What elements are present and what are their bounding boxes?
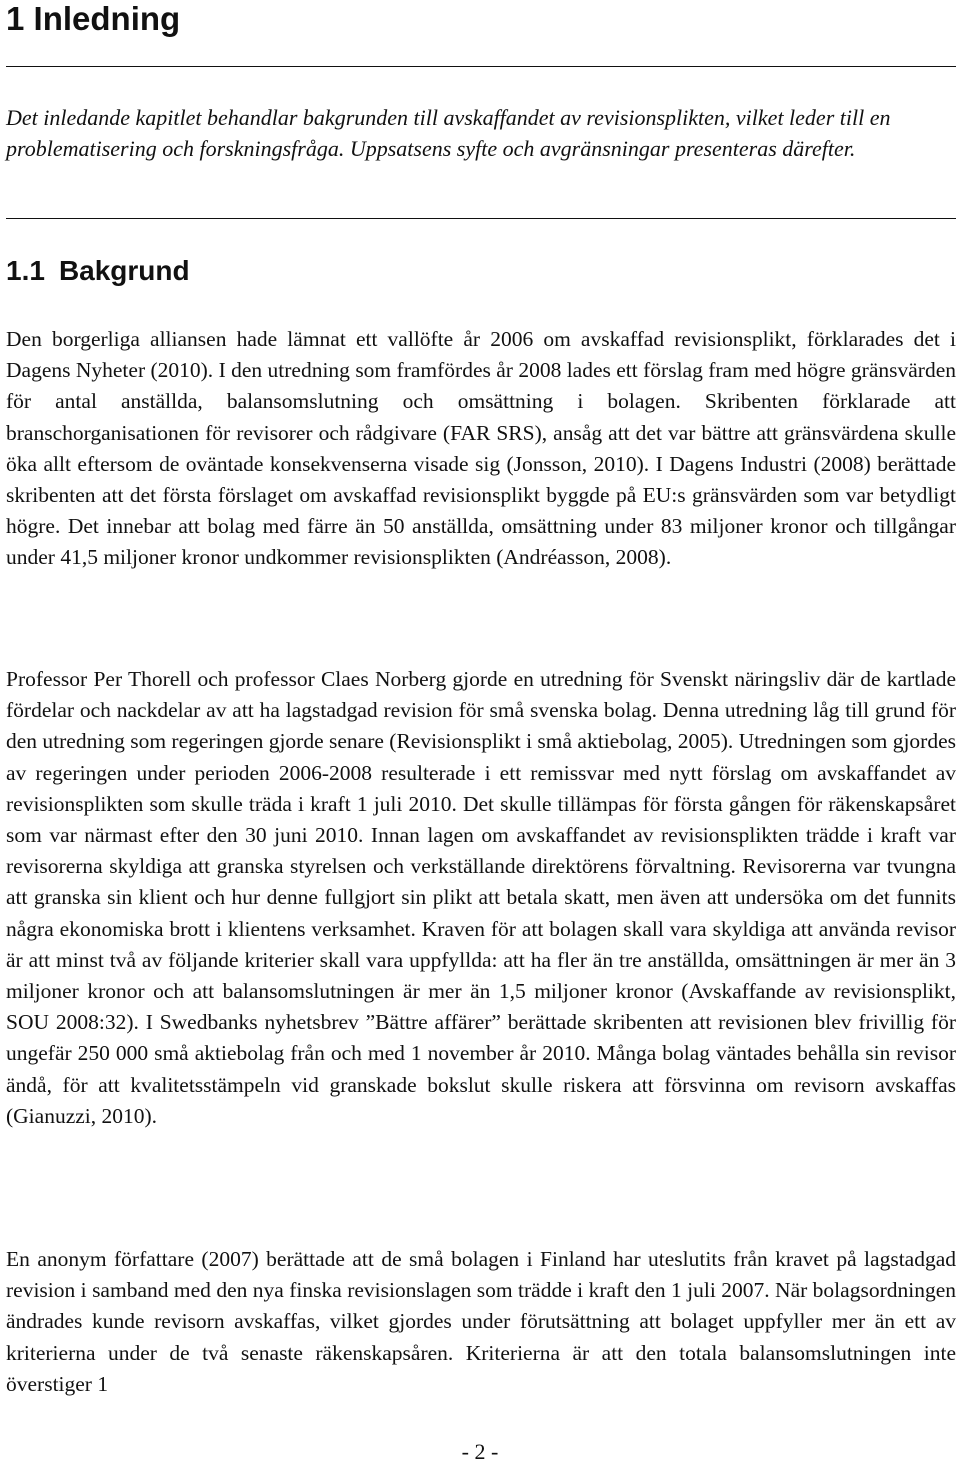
chapter-intro: Det inledande kapitlet behandlar bakgrunden till avskaffandet av revisionsplikten, vilket leder till en problematisering och forskningsfråga. Uppsatsens syfte och avgränsningar presenteras därefter. [6, 105, 891, 161]
body-paragraph-3: En anonym författare (2007) berättade att de små bolagen i Finland har uteslutits från kravet på lagstadgad revision i samband med den nya finska revisionslagen som trädde i kraft den 1 juli 2007. När bolagsordningen ändrades kunde revisorn avskaffas, vilket gjordes under förutsättning att bolaget uppfyller mer än ett av kriterierna under de två senaste räkenskapsåren. Kriterierna är att den totala balansomslutningen inte överstiger 1 [6, 1247, 956, 1396]
top-divider [6, 66, 956, 67]
body-paragraph-1: Den borgerliga alliansen hade lämnat ett vallöfte år 2006 om avskaffad revisionsplikt, förklarades det i Dagens Nyheter (2010). I den utredning som framfördes år 2008 lades ett förslag fram med högre gränsvärden för antal anställda, balansomslutning och omsättning i bolagen. Skribenten förklarade att branschorganisationen för revisorer och rådgivare (FAR SRS), ansåg att det var bättre att gränsvärdena skulle öka allt eftersom de oväntade konsekvenserna visade sig (Jonsson, 2010). I Dagens Industri (2008) berättade skribenten att det första förslaget om avskaffad revisionsplikt byggde på EU:s gränsvärden som var betydligt högre. Det innebar att bolag med färre än 50 anställda, omsättning under 83 miljoner kronor och tillgångar under 41,5 miljoner kronor undkommer revisionsplikten (Andréasson, 2008). [6, 327, 956, 570]
intro-divider [6, 218, 956, 219]
section-number: 1.1 [6, 255, 45, 286]
section-title: Bakgrund [58, 255, 190, 286]
page-number: - 2 - [461, 1439, 499, 1464]
chapter-heading [6, 0, 180, 38]
body-paragraph-2: Professor Per Thorell och professor Claes Norberg gjorde en utredning för Svenskt näringsliv där de kartlade fördelar och nackdelar av att ha lagstadgad revision för små svenska bolag. Denna utredning låg till grund för den utredning som regeringen gjorde senare (Revisionsplikt i små aktiebolag, 2005). Utredningen som gjordes av regeringen under perioden 2006-2008 resulterade i ett remissvar med nytt förslag om avskaffandet av revisionsplikten som skulle träda i kraft 1 juli 2010. Det skulle tillämpas för första gången för räkenskapsåret som var närmast efter den 30 juni 2010. Innan lagen om avskaffandet av revisionsplikten trädde i kraft var revisorerna skyldiga att granska styrelsen och verkställande direktörens förvaltning. Revisorerna var tvungna att granska sin klient och hur denne fullgjort sin plikt att betala skatt, men även att undersöka om det funnits några ekonomiska brott i klientens verksamhet. Kraven för att bolagen skall vara skyldiga att använda revisor är att minst två av följande kriterier skall vara uppfyllda: att ha fler än tre anställda, omsättningen är mer än 3 miljoner kronor och att balansomslutningen är mer än 1,5 miljoner kronor (Avskaffande av revisionsplikt, SOU 2008:32). I Swedbanks nyhetsbrev ”Bättre affärer” berättade skribenten att revisionen blev frivillig för ungefär 250 000 små aktiebolag från och med 1 november år 2010. Många bolag väntades behålla sin revisor ändå, för att kvalitetsstämpeln vid granskade bokslut skulle riskera att försvinna om revisorn avskaffas (Gianuzzi, 2010). [6, 667, 956, 1128]
section-heading [6, 253, 190, 289]
chapter-number: 1 [6, 0, 25, 37]
chapter-title: Inledning [33, 0, 181, 37]
